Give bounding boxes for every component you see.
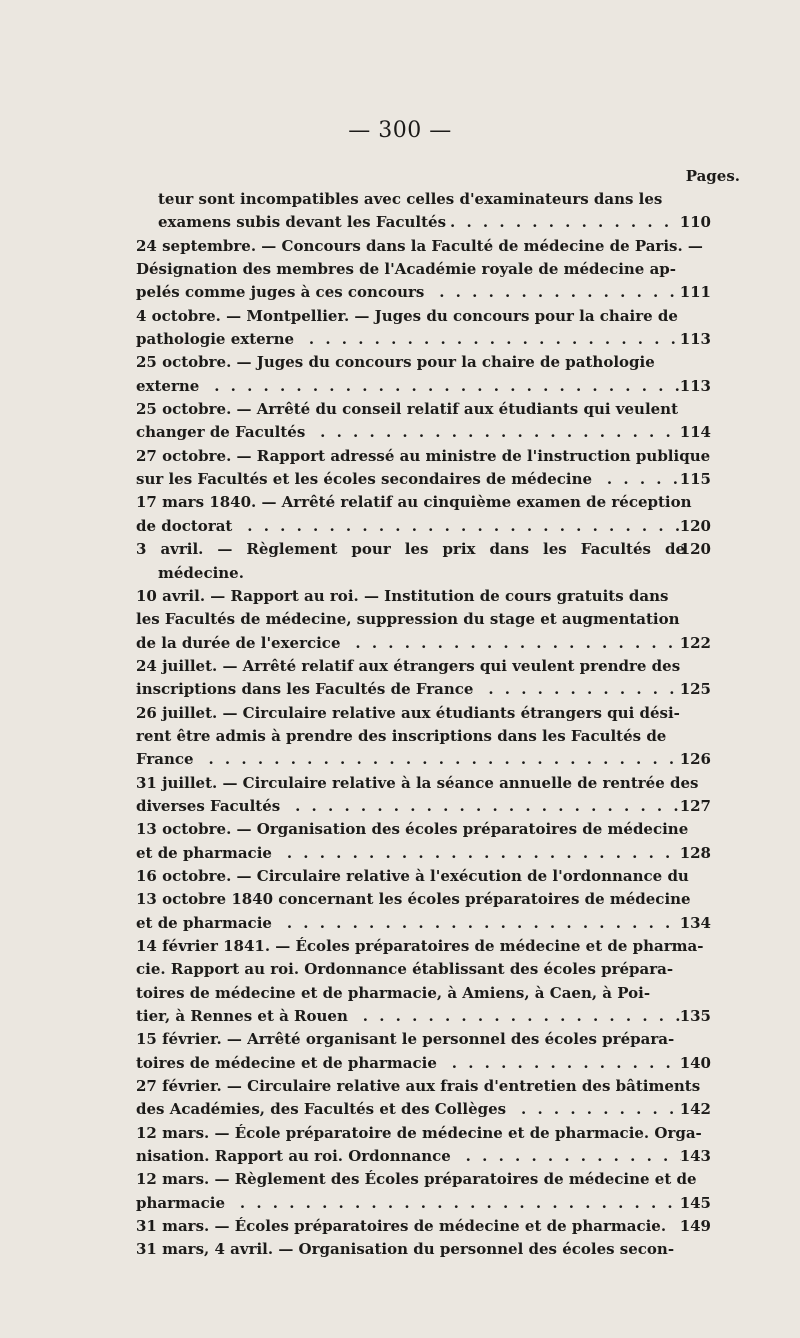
toc-entry-last-line (136, 1145, 711, 1168)
toc-entry-text: examens subis devant les Facultés (158, 213, 447, 232)
toc-entry-line: 13 octobre 1840 concernant les écoles préparatoires de médecine (136, 890, 691, 909)
toc-entry-line: les Facultés de médecine, suppression du stage et augmentation (136, 610, 680, 629)
toc-entry-text: 31 mars. — Écoles préparatoires de médecine et de pharmacie. (136, 1217, 667, 1236)
toc-entry-last-line (136, 748, 711, 771)
toc-entry-last-line (136, 912, 711, 935)
toc-entry-line: teur sont incompatibles avec celles d'examinateurs dans les (158, 190, 663, 208)
toc-entry-line: cie. Rapport au roi. Ordonnance établissant des écoles prépara- (136, 960, 674, 979)
toc-entry (136, 1028, 711, 1075)
toc-entry (136, 491, 711, 538)
toc-entry-line: 25 octobre. — Juges du concours pour la chaire de pathologie (136, 353, 655, 372)
toc-page-number: 128 (679, 843, 711, 862)
toc-entry (136, 655, 711, 702)
toc-entry-line: 12 mars. — Règlement des Écoles préparatoires de médecine et de (136, 1170, 697, 1189)
toc-entry-text: tier, à Rennes et à Rouen (136, 1007, 348, 1026)
toc-page-number: 115 (679, 470, 711, 489)
dot-leader (229, 1192, 681, 1215)
dot-leader (477, 678, 681, 701)
toc-entry-line: 26 juillet. — Circulaire relative aux étudiants étrangers qui dési- (136, 703, 680, 722)
toc-entry-last-line (136, 468, 711, 491)
toc-entry-line: 24 septembre. — Concours dans la Faculté de médecine de Paris. — (136, 236, 703, 255)
dot-leader (284, 795, 681, 818)
toc-entry-text: pelés comme juges à ces concours (136, 283, 425, 302)
toc-page-number: 140 (679, 1053, 711, 1072)
toc-page-number: 114 (679, 423, 711, 442)
toc-entry-last-line (136, 515, 711, 538)
toc-entry-last-line (136, 1052, 711, 1075)
toc-entry-text: des Académies, des Facultés et des Collèges (136, 1100, 507, 1119)
page-number: — 300 — (348, 118, 452, 143)
toc-entry-line: 24 juillet. — Arrêté relatif aux étrangers qui veulent prendre des (136, 656, 681, 675)
toc-page-number: 120 (679, 516, 711, 535)
toc-entry-line: 12 mars. — École préparatoire de médecine et de pharmacie. Orga- (136, 1123, 702, 1142)
toc-entry (136, 188, 711, 235)
toc-entry (136, 935, 711, 1028)
toc-entry-line: 15 février. — Arrêté organisant le personnel des écoles prépara- (136, 1030, 675, 1049)
toc-entry-line: 13 octobre. — Organisation des écoles préparatoires de médecine (136, 820, 689, 839)
toc-entry-line: 14 février 1841. — Écoles préparatoires de médecine et de pharma- (136, 937, 704, 955)
toc-page-number: 113 (679, 330, 711, 349)
toc-entry-last-line (136, 421, 711, 444)
toc-entry (136, 351, 711, 398)
toc-entry-last-line (136, 281, 711, 304)
dot-leader (450, 211, 676, 234)
dot-leader (352, 1005, 681, 1028)
toc-entry (136, 305, 711, 352)
toc-entry-line: 16 octobre. — Circulaire relative à l'exécution de l'ordonnance du (136, 866, 689, 885)
toc-page-number: 111 (679, 283, 711, 302)
toc-page-number: 127 (679, 796, 711, 815)
toc-entry-text: changer de Facultés (136, 423, 306, 442)
toc-entry (136, 445, 711, 492)
toc-entry-line: 27 février. — Circulaire relative aux frais d'entretien des bâtiments (136, 1077, 701, 1096)
toc-page-number: 134 (679, 913, 711, 932)
toc-entry (136, 1215, 711, 1238)
toc-entry (136, 865, 711, 935)
toc-entry-text: et de pharmacie (136, 913, 272, 932)
toc-entry-text: diverses Facultés (136, 796, 281, 815)
dot-leader (441, 1052, 681, 1075)
dot-leader (345, 632, 682, 655)
toc-entry-line: 17 mars 1840. — Arrêté relatif au cinquième examen de réception (136, 493, 692, 512)
toc-entry-text: France (136, 750, 194, 769)
toc-entry-last-line (136, 1098, 711, 1121)
toc-entry-last-line (136, 795, 711, 818)
toc-page-number: 142 (679, 1100, 711, 1119)
toc-entry (136, 538, 711, 585)
toc-entry-line (136, 1215, 711, 1238)
toc-entry (136, 702, 711, 772)
toc-entry-text: toires de médecine et de pharmacie (136, 1053, 437, 1072)
toc-entry (136, 398, 711, 445)
toc-entry-line: toires de médecine et de pharmacie, à Amiens, à Caen, à Poi- (136, 983, 651, 1002)
toc-entry (136, 1122, 711, 1169)
toc-page-number: 122 (679, 633, 711, 652)
toc-entry-text: externe (136, 376, 200, 395)
toc-page-number: 125 (679, 680, 711, 699)
toc-entry-text: pathologie externe (136, 330, 295, 349)
toc-entry-last-line (136, 328, 711, 351)
pages-column-label: Pages. (685, 167, 740, 185)
toc-entry (136, 772, 711, 819)
toc-entry (136, 1075, 711, 1122)
toc-entry-text: de la durée de l'exercice (136, 633, 341, 652)
dot-leader (198, 748, 681, 771)
toc-page-number: 143 (679, 1147, 711, 1166)
toc-entry-last-line (136, 375, 711, 398)
toc-entry (136, 1238, 711, 1261)
toc-entry-line (136, 538, 711, 585)
toc-entry-line: 4 octobre. — Montpellier. — Juges du concours pour la chaire de (136, 306, 678, 325)
toc-entry-text: de doctorat (136, 516, 233, 535)
toc-entry-line: 10 avril. — Rapport au roi. — Institution de cours gratuits dans (136, 586, 669, 605)
toc-entry-text: nisation. Rapport au roi. Ordonnance (136, 1147, 451, 1166)
toc-page-number: 126 (679, 750, 711, 769)
toc-entry (136, 585, 711, 655)
toc-entry (136, 1168, 711, 1215)
toc-entry-line: Désignation des membres de l'Académie royale de médecine ap- (136, 260, 676, 279)
toc-entry-text: et de pharmacie (136, 843, 272, 862)
dot-leader (510, 1098, 681, 1121)
table-of-contents (136, 188, 711, 1262)
toc-entry (136, 818, 711, 865)
toc-entry-line: rent être admis à prendre des inscriptions dans les Facultés de (136, 726, 667, 745)
toc-entry-line: 31 juillet. — Circulaire relative à la séance annuelle de rentrée des (136, 773, 699, 792)
toc-entry-line: 27 octobre. — Rapport adressé au ministre de l'instruction publique (136, 446, 711, 465)
toc-entry-text: 3 avril. — Règlement pour les prix dans les Facultés de médecine. (136, 540, 685, 582)
dot-leader (298, 328, 681, 351)
toc-entry (136, 235, 711, 305)
toc-page-number: 120 (679, 540, 711, 559)
toc-entry-last-line (158, 211, 711, 234)
toc-entry-last-line (136, 1005, 711, 1028)
dot-leader (309, 421, 681, 444)
dot-leader (276, 842, 681, 865)
toc-entry-text: pharmacie (136, 1193, 225, 1212)
toc-entry-last-line (136, 842, 711, 865)
dot-leader (596, 468, 681, 491)
toc-entry-text: sur les Facultés et les écoles secondaires de médecine (136, 470, 593, 489)
dot-leader (428, 281, 681, 304)
dot-leader (236, 515, 681, 538)
toc-page-number: 113 (679, 376, 711, 395)
dot-leader (455, 1145, 681, 1168)
toc-entry-text: inscriptions dans les Facultés de France (136, 680, 474, 699)
dot-leader (203, 375, 681, 398)
toc-page-number: 149 (679, 1217, 711, 1236)
toc-page-number: 145 (679, 1193, 711, 1212)
dot-leader (276, 912, 681, 935)
toc-entry-last-line (136, 678, 711, 701)
toc-entry-last-line (136, 1192, 711, 1215)
toc-entry-last-line (136, 632, 711, 655)
toc-entry-line: 31 mars, 4 avril. — Organisation du personnel des écoles secon- (136, 1240, 675, 1259)
toc-page-number: 135 (679, 1007, 711, 1026)
toc-page-number: 110 (679, 213, 711, 232)
toc-entry-line: 25 octobre. — Arrêté du conseil relatif aux étudiants qui veulent (136, 400, 679, 419)
